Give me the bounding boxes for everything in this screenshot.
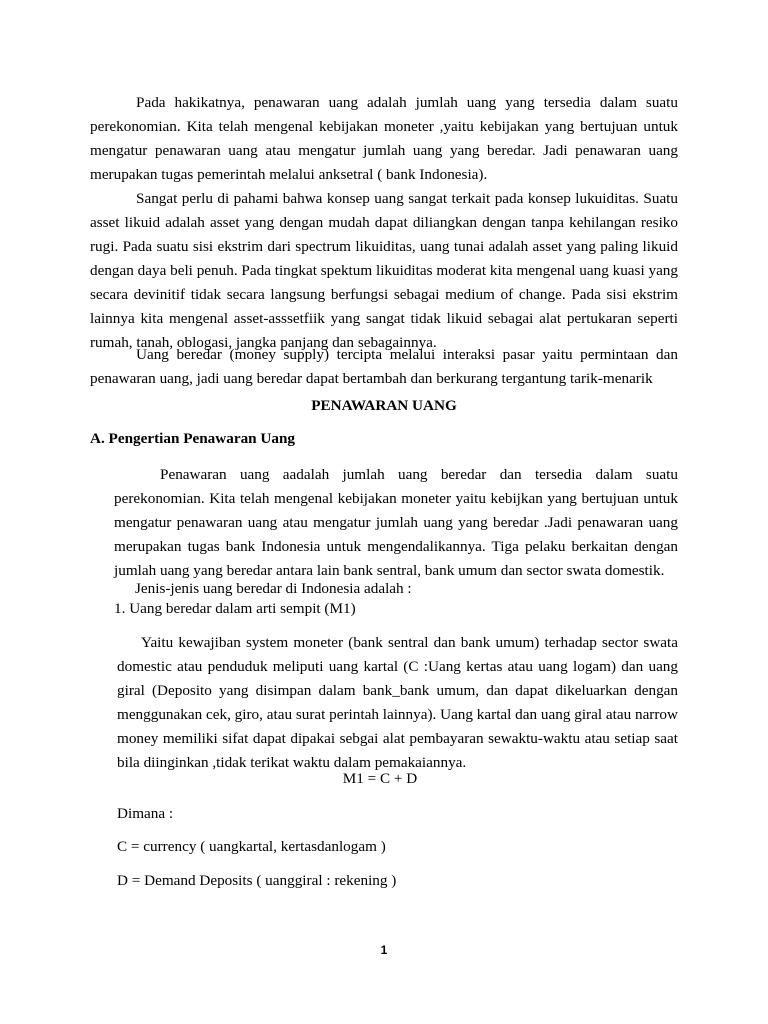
- types-intro: Jenis-jenis uang beredar di Indonesia adalah :: [135, 580, 412, 597]
- intro-paragraph-1: Pada hakikatnya, penawaran uang adalah jumlah uang yang tersedia dalam suatu perekonomian. Kita telah mengenal kebijakan moneter ,yaitu kebijakan yang bertujuan untuk mengatur penawaran uang atau mengatur jumlah uang yang beredar. Jadi penawaran uang merupakan tugas pemerintah melalui anksetral ( bank Indonesia).: [90, 94, 678, 183]
- definition-c: C = currency ( uangkartal, kertasdanlogam ): [117, 838, 386, 855]
- page-number: 1: [380, 943, 388, 957]
- section-a-paragraph: Penawaran uang aadalah jumlah uang beredar dan tersedia dalam suatu perekonomian. Kita telah mengenal kebijakan moneter yaitu kebijkan yang bertujuan untuk mengatur penawaran uang atau mengatur jumlah uang yang beredar .Jadi penawaran uang merupakan tugas bank Indonesia untuk mengendalikannya. Tiga pelaku berkaitan dengan jumlah uang yang beredar antara lain bank sentral, bank umum dan sector swata domestik.: [114, 466, 678, 579]
- m1-paragraph: Yaitu kewajiban system moneter (bank sentral dan bank umum) terhadap sector swata domestic atau penduduk meliputi uang kartal (C :Uang kertas atau uang logam) dan uang giral (Deposito yang disimpan dalam bank_bank umum, dan dapat dikeluarkan dengan menggunakan cek, giro, atau surat perintah lainnya). Uang kartal dan uang giral atau narrow money memiliki sifat dapat dipakai sebgai alat pembayaran sewaktu-waktu atau setiap saat bila diinginkan ,tidak terikat waktu dalam pemakaiannya.: [117, 634, 678, 771]
- section-heading: PENAWARAN UANG: [311, 397, 457, 414]
- m1-formula: M1 = C + D: [342, 770, 418, 787]
- list-item-m1: 1. Uang beredar dalam arti sempit (M1): [114, 600, 356, 617]
- intro-paragraph-3: Uang beredar (money supply) tercipta melalui interaksi pasar yaitu permintaan dan penawaran uang, jadi uang beredar dapat bertambah dan berkurang tergantung tarik-menarik: [90, 346, 678, 387]
- where-label: Dimana :: [117, 805, 174, 822]
- subsection-title: A. Pengertian Penawaran Uang: [90, 430, 296, 447]
- definition-d: D = Demand Deposits ( uanggiral : rekening ): [117, 872, 397, 889]
- intro-paragraph-2: Sangat perlu di pahami bahwa konsep uang sangat terkait pada konsep lukuiditas. Suatu asset likuid adalah asset yang dengan mudah dapat diliangkan dengan tanpa kehilangan resiko rugi. Pada suatu sisi ekstrim dari spectrum likuiditas, uang tunai adalah asset yang paling likuid dengan daya beli penuh. Pada tingkat spektum likuiditas moderat kita mengenal uang kuasi yang secara devinitif tidak secara langsung berfungsi sebagai medium of change. Pada sisi ekstrim lainnya kita mengenal asset-asssetfiik yang sangat tidak likuid sebagai alat pertukaran seperti rumah, tanah, oblogasi, jangka panjang dan sebagainnya.: [90, 190, 678, 351]
